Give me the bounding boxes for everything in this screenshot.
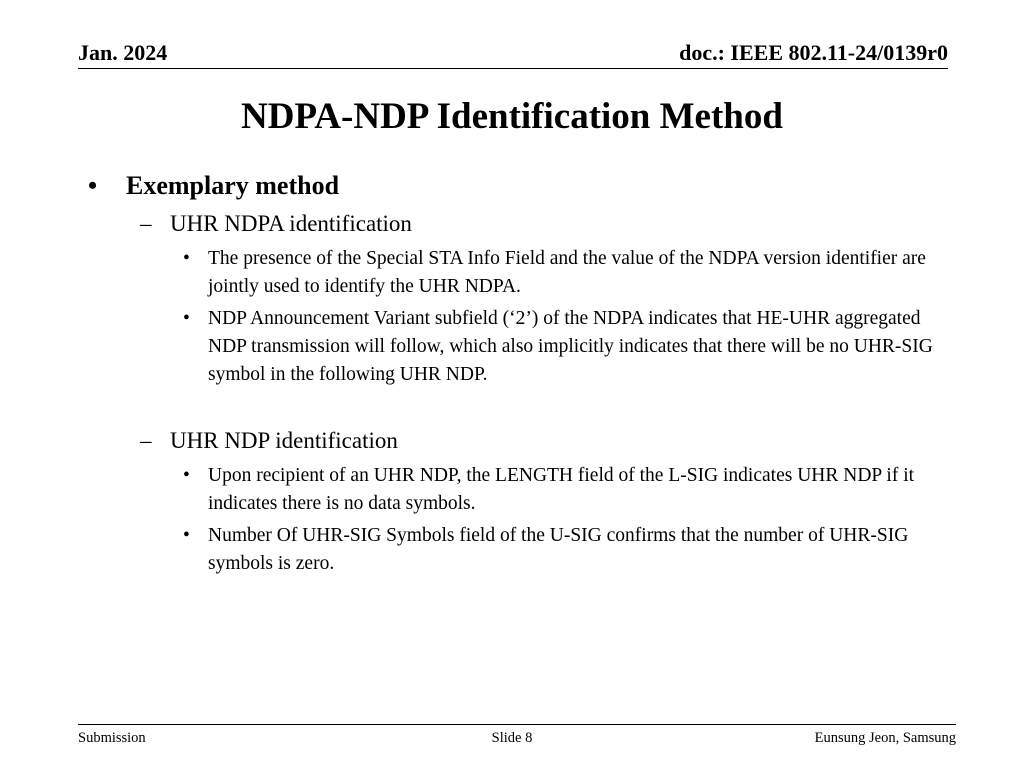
list-item-text: Number Of UHR-SIG Symbols field of the U-SIG confirms that the number of UHR-SIG symbols is zero. [208, 525, 909, 574]
dash-marker: – [140, 428, 152, 453]
footer-divider [78, 724, 956, 725]
sub-bullet-text: UHR NDP identification [170, 428, 398, 453]
sub-bullet-text: UHR NDPA identification [170, 211, 412, 236]
slide-title: NDPA-NDP Identification Method [241, 96, 783, 137]
footer-author: Eunsung Jeon, Samsung [814, 730, 956, 746]
header-doc-id: doc.: IEEE 802.11-24/0139r0 [679, 40, 948, 65]
list-item-text: Upon recipient of an UHR NDP, the LENGTH field of the L-SIG indicates UHR NDP if it indicates there is no data symbols. [208, 465, 915, 514]
header-date: Jan. 2024 [78, 40, 168, 65]
list-item-text: NDP Announcement Variant subfield (‘2’) of the NDPA indicates that HE-UHR aggregated NDP transmission will follow, which also implicitly indicates that there will be no UHR-SIG symbol in the following UHR NDP. [208, 308, 933, 385]
list-item-text: The presence of the Special STA Info Field and the value of the NDPA version identifier are jointly used to identify the UHR NDPA. [208, 248, 926, 297]
bullet-marker: • [183, 465, 190, 486]
footer-slide-number: Slide 8 [491, 730, 533, 746]
header-divider [78, 68, 948, 69]
bullet-text: Exemplary method [126, 171, 340, 200]
dash-marker: – [140, 211, 152, 236]
bullet-marker: • [183, 525, 190, 546]
bullet-marker: • [88, 171, 98, 200]
footer-submission: Submission [78, 730, 146, 746]
bullet-marker: • [183, 248, 190, 269]
bullet-marker: • [183, 308, 190, 329]
